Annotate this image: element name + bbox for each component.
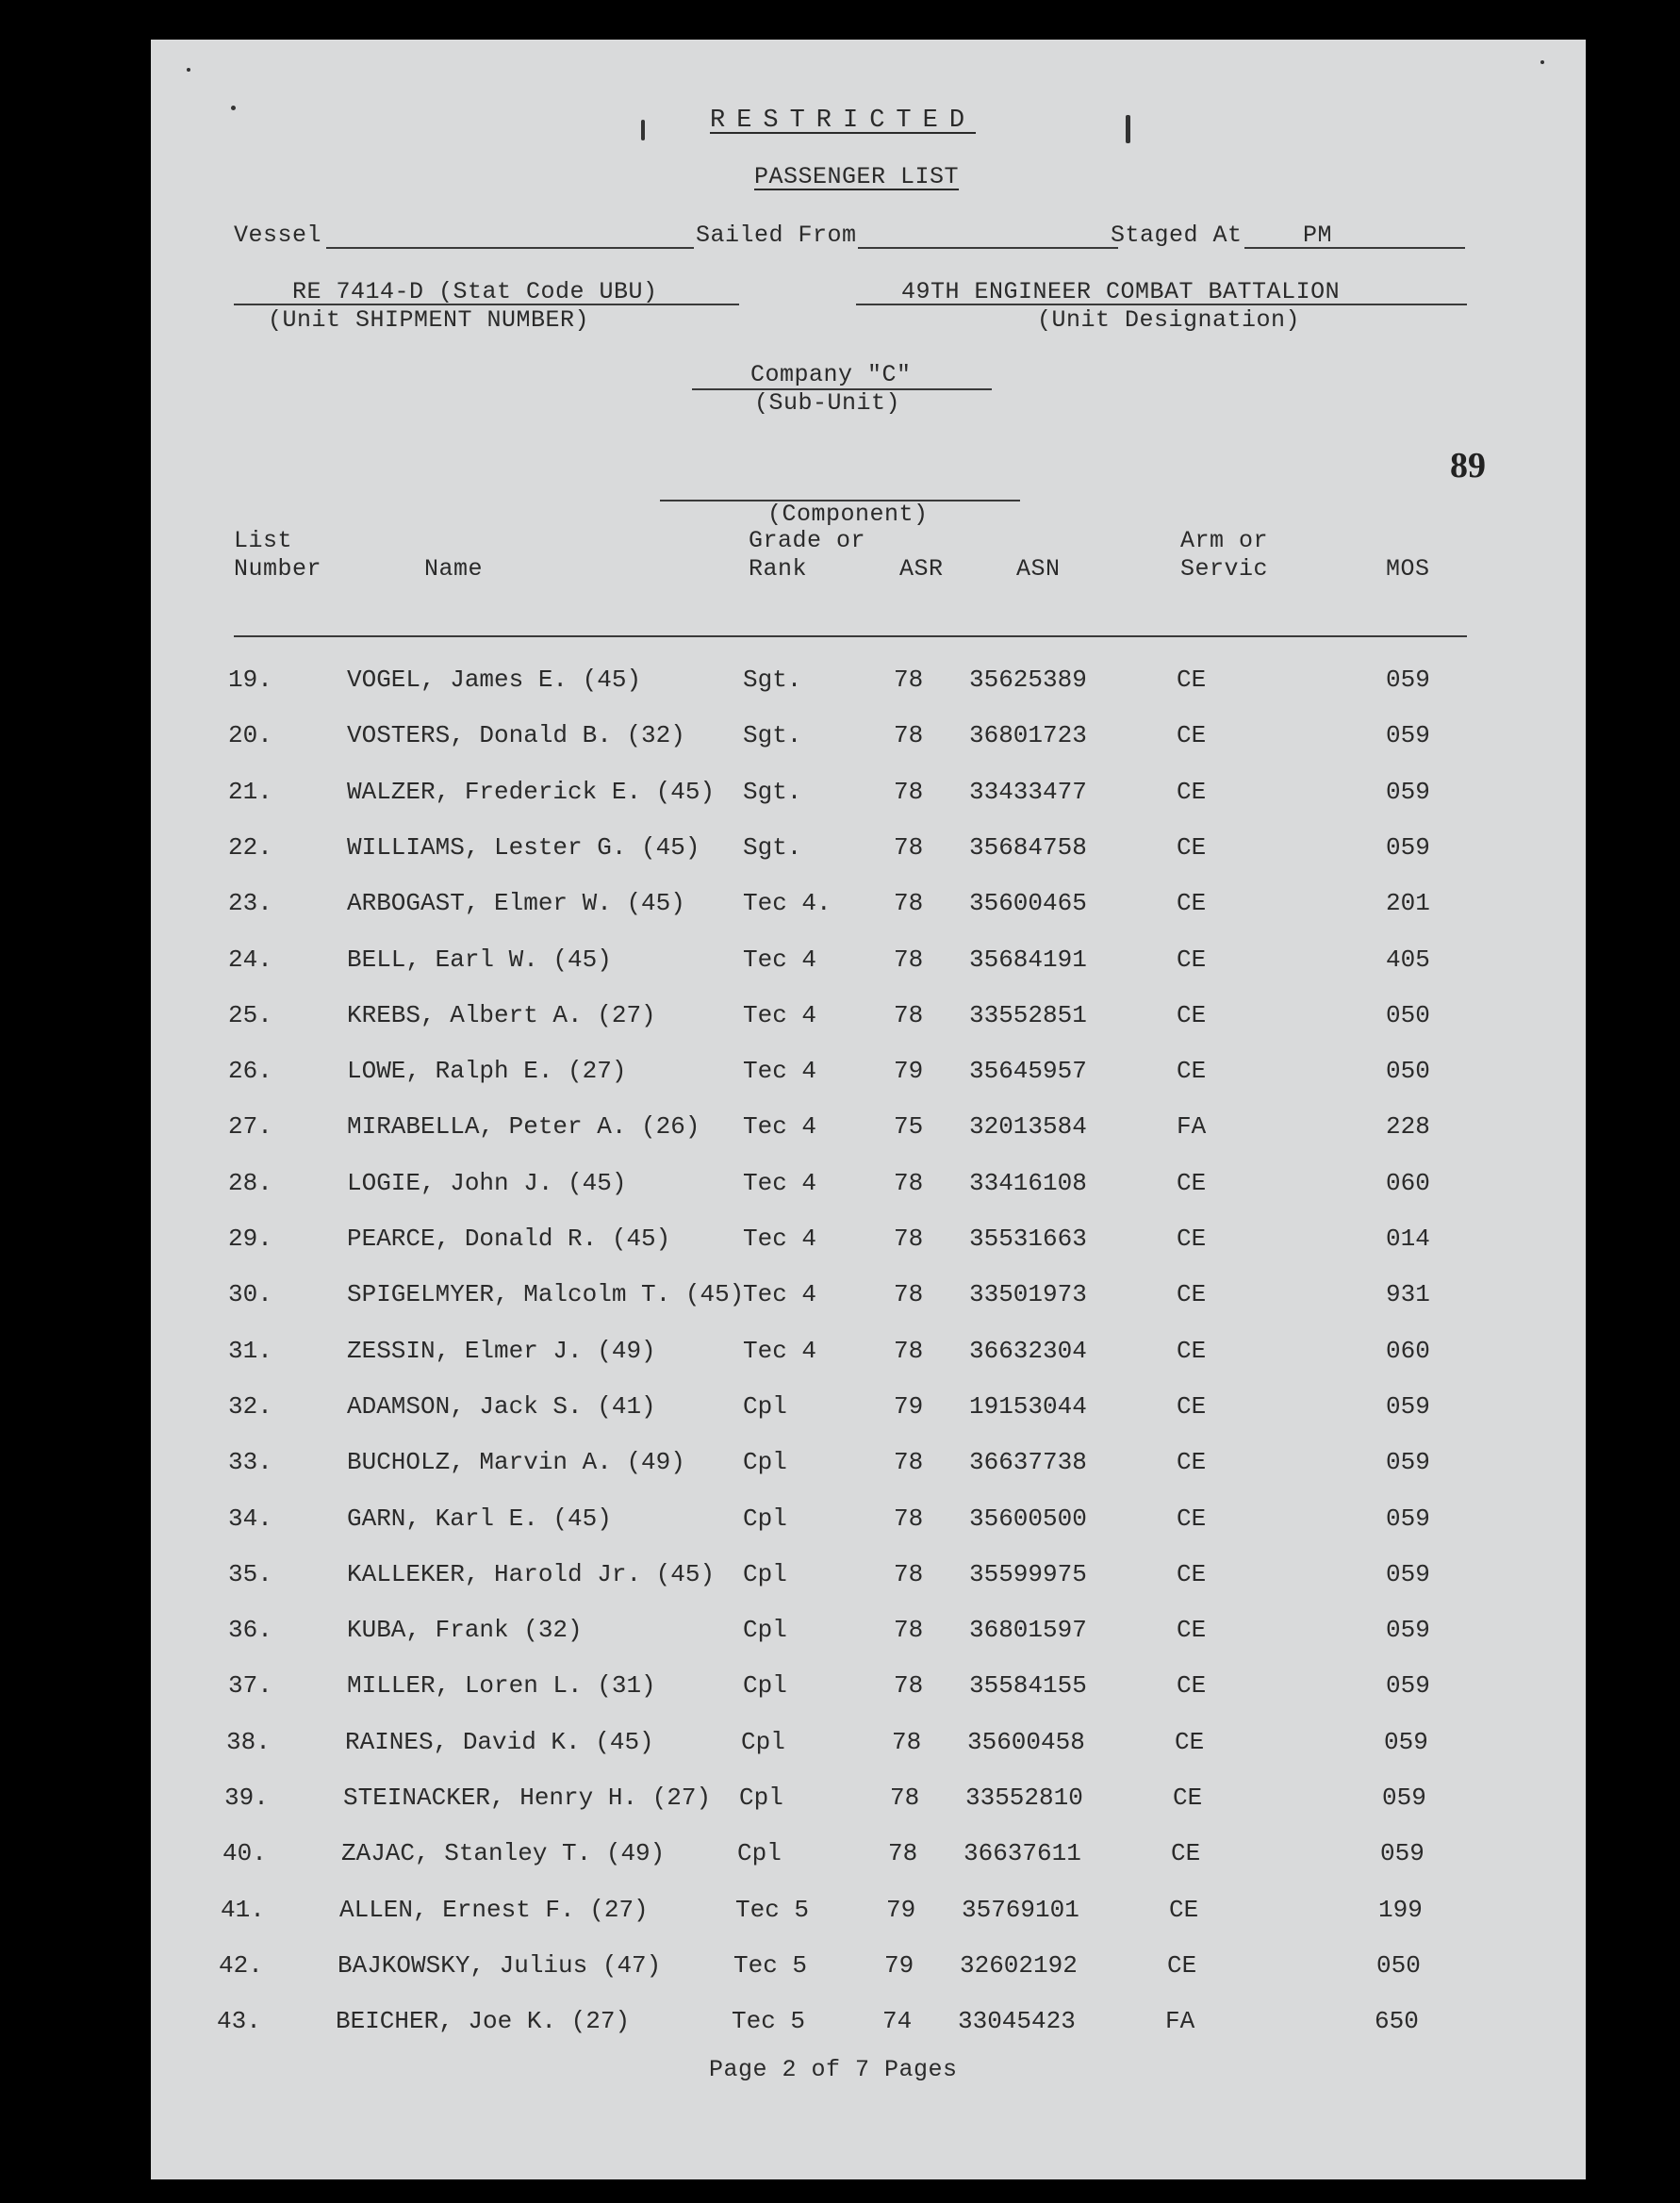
cell-mos: 014 <box>1386 1225 1430 1253</box>
sub-unit: Company "C" <box>750 361 912 388</box>
cell-num: 22. <box>228 833 272 862</box>
col-arm-line1: Arm or <box>1180 527 1269 554</box>
cell-num: 39. <box>224 1784 269 1812</box>
cell-arm: CE <box>1177 889 1207 917</box>
table-row <box>151 1110 1586 1148</box>
cell-num: 28. <box>228 1169 272 1197</box>
cell-grade: Tec 4 <box>743 1001 817 1029</box>
cell-mos: 060 <box>1386 1337 1430 1365</box>
cell-arm: CE <box>1169 1896 1199 1924</box>
col-asn: ASN <box>1016 555 1061 583</box>
cell-asn: 36637611 <box>964 1839 1081 1867</box>
cell-asn: 35531663 <box>969 1225 1087 1253</box>
cell-asr: 78 <box>894 1280 924 1308</box>
cell-arm: CE <box>1177 666 1207 694</box>
cell-asr: 78 <box>894 778 924 806</box>
cell-asn: 35625389 <box>969 666 1087 694</box>
cell-asr: 75 <box>894 1112 924 1141</box>
cell-asn: 35599975 <box>969 1560 1087 1588</box>
table-row <box>151 1390 1586 1428</box>
cell-name: KALLEKER, Harold Jr. (45) <box>347 1560 716 1588</box>
cell-asn: 35600465 <box>969 889 1087 917</box>
cell-grade: Cpl <box>741 1728 785 1756</box>
cell-asn: 33433477 <box>969 778 1087 806</box>
cell-num: 29. <box>228 1225 272 1253</box>
cell-mos: 050 <box>1386 1001 1430 1029</box>
cell-num: 33. <box>228 1448 272 1476</box>
cell-arm: CE <box>1177 833 1207 862</box>
cell-mos: 228 <box>1386 1112 1430 1141</box>
cell-asr: 74 <box>882 2007 913 2035</box>
table-row <box>151 1894 1586 1932</box>
table-row <box>151 1949 1586 1987</box>
paper-speck <box>641 120 645 140</box>
cell-asr: 79 <box>894 1057 924 1085</box>
paper-speck <box>187 68 190 72</box>
cell-num: 40. <box>222 1839 267 1867</box>
cell-mos: 059 <box>1386 1448 1430 1476</box>
table-row <box>151 1837 1586 1875</box>
vessel-line <box>326 247 694 249</box>
cell-asn: 32013584 <box>969 1112 1087 1141</box>
cell-mos: 059 <box>1386 1504 1430 1533</box>
cell-grade: Sgt. <box>743 721 802 749</box>
list-title: PASSENGER LIST <box>754 163 960 190</box>
cell-mos: 931 <box>1386 1280 1430 1308</box>
cell-asn: 35600458 <box>967 1728 1085 1756</box>
cell-name: ALLEN, Ernest F. (27) <box>339 1896 649 1924</box>
table-row <box>151 1335 1586 1373</box>
cell-mos: 059 <box>1384 1728 1428 1756</box>
cell-arm: FA <box>1177 1112 1207 1141</box>
cell-num: 24. <box>228 945 272 974</box>
cell-name: KUBA, Frank (32) <box>347 1616 583 1644</box>
cell-name: ARBOGAST, Elmer W. (45) <box>347 889 685 917</box>
cell-grade: Sgt. <box>743 666 802 694</box>
cell-num: 37. <box>228 1671 272 1700</box>
cell-name: ZAJAC, Stanley T. (49) <box>341 1839 666 1867</box>
shipment-number-caption: (Unit SHIPMENT NUMBER) <box>268 306 590 334</box>
cell-asr: 78 <box>894 833 924 862</box>
table-row <box>151 1558 1586 1596</box>
col-mos: MOS <box>1386 555 1430 583</box>
cell-num: 42. <box>219 1951 263 1980</box>
cell-mos: 060 <box>1386 1169 1430 1197</box>
cell-grade: Cpl <box>737 1839 782 1867</box>
cell-arm: CE <box>1171 1839 1201 1867</box>
cell-asn: 35684758 <box>969 833 1087 862</box>
cell-asr: 78 <box>894 1616 924 1644</box>
cell-arm: FA <box>1165 2007 1195 2035</box>
table-row <box>151 1167 1586 1205</box>
col-asr: ASR <box>899 555 944 583</box>
staged-at-line <box>1244 247 1465 249</box>
cell-arm: CE <box>1177 1057 1207 1085</box>
cell-num: 26. <box>228 1057 272 1085</box>
cell-asn: 33501973 <box>969 1280 1087 1308</box>
cell-asr: 78 <box>894 721 924 749</box>
table-row <box>151 664 1586 701</box>
table-row <box>151 999 1586 1037</box>
cell-mos: 405 <box>1386 945 1430 974</box>
cell-mos: 059 <box>1386 1616 1430 1644</box>
col-arm-line2: Servic <box>1180 555 1269 583</box>
cell-mos: 059 <box>1386 721 1430 749</box>
cell-num: 32. <box>228 1392 272 1421</box>
cell-name: BEICHER, Joe K. (27) <box>336 2007 631 2035</box>
cell-asn: 33552851 <box>969 1001 1087 1029</box>
cell-grade: Tec 5 <box>735 1896 810 1924</box>
cell-name: MILLER, Loren L. (31) <box>347 1671 656 1700</box>
cell-grade: Sgt. <box>743 778 802 806</box>
staged-at-label: Staged At <box>1111 222 1243 249</box>
cell-grade: Tec 4 <box>743 1112 817 1141</box>
table-row <box>151 719 1586 757</box>
cell-grade: Tec 4 <box>743 1337 817 1365</box>
cell-mos: 059 <box>1386 778 1430 806</box>
cell-arm: CE <box>1167 1951 1197 1980</box>
table-row <box>151 1055 1586 1093</box>
cell-name: LOGIE, John J. (45) <box>347 1169 627 1197</box>
classification-heading: RESTRICTED <box>710 107 977 135</box>
cell-asr: 78 <box>894 1169 924 1197</box>
cell-asr: 78 <box>894 1337 924 1365</box>
paper-speck <box>1540 60 1544 64</box>
cell-asn: 36632304 <box>969 1337 1087 1365</box>
cell-arm: CE <box>1177 1504 1207 1533</box>
cell-grade: Tec 4 <box>743 1057 817 1085</box>
table-row <box>151 1446 1586 1484</box>
cell-mos: 059 <box>1386 666 1430 694</box>
col-list-number-line2: Number <box>234 555 322 583</box>
table-row <box>151 944 1586 981</box>
cell-arm: CE <box>1175 1728 1205 1756</box>
table-row <box>151 776 1586 814</box>
cell-mos: 059 <box>1386 1671 1430 1700</box>
cell-mos: 650 <box>1375 2007 1419 2035</box>
cell-name: LOWE, Ralph E. (27) <box>347 1057 627 1085</box>
cell-grade: Tec 4 <box>743 1280 817 1308</box>
cell-name: SPIGELMYER, Malcolm T. (45) <box>347 1280 745 1308</box>
cell-arm: CE <box>1177 721 1207 749</box>
cell-mos: 059 <box>1386 833 1430 862</box>
cell-asr: 78 <box>894 1225 924 1253</box>
cell-grade: Tec 5 <box>732 2007 806 2035</box>
cell-grade: Sgt. <box>743 833 802 862</box>
cell-arm: CE <box>1177 1392 1207 1421</box>
cell-asr: 78 <box>894 1560 924 1588</box>
cell-arm: CE <box>1177 1225 1207 1253</box>
cell-name: GARN, Karl E. (45) <box>347 1504 612 1533</box>
cell-name: VOGEL, James E. (45) <box>347 666 642 694</box>
table-row <box>151 2005 1586 2043</box>
cell-grade: Cpl <box>743 1392 787 1421</box>
cell-grade: Cpl <box>743 1560 787 1588</box>
cell-num: 41. <box>221 1896 265 1924</box>
sub-unit-caption: (Sub-Unit) <box>754 389 901 417</box>
cell-grade: Tec 5 <box>733 1951 808 1980</box>
cell-mos: 201 <box>1386 889 1430 917</box>
shipment-number: RE 7414-D (Stat Code UBU) <box>292 278 658 305</box>
cell-arm: CE <box>1177 945 1207 974</box>
table-row <box>151 1782 1586 1819</box>
cell-grade: Cpl <box>743 1504 787 1533</box>
cell-mos: 059 <box>1380 1839 1425 1867</box>
cell-asn: 35645957 <box>969 1057 1087 1085</box>
cell-asr: 78 <box>890 1784 920 1812</box>
shipment-number-line <box>234 304 739 305</box>
cell-arm: CE <box>1177 1448 1207 1476</box>
cell-asr: 78 <box>892 1728 922 1756</box>
cell-arm: CE <box>1177 1001 1207 1029</box>
col-grade-line2: Rank <box>749 555 808 583</box>
cell-asn: 35684191 <box>969 945 1087 974</box>
cell-asr: 79 <box>886 1896 916 1924</box>
cell-name: ZESSIN, Elmer J. (49) <box>347 1337 656 1365</box>
cell-asr: 78 <box>894 1001 924 1029</box>
cell-arm: CE <box>1177 778 1207 806</box>
cell-num: 35. <box>228 1560 272 1588</box>
table-row <box>151 1223 1586 1260</box>
cell-name: VOSTERS, Donald B. (32) <box>347 721 685 749</box>
component-caption: (Component) <box>767 501 929 528</box>
cell-grade: Tec 4 <box>743 1169 817 1197</box>
document-page <box>151 40 1586 2179</box>
cell-arm: CE <box>1177 1280 1207 1308</box>
cell-asn: 33552810 <box>965 1784 1083 1812</box>
paper-speck <box>231 106 236 110</box>
table-row <box>151 1669 1586 1707</box>
col-name: Name <box>424 555 484 583</box>
cell-asr: 78 <box>894 666 924 694</box>
cell-num: 25. <box>228 1001 272 1029</box>
cell-name: RAINES, David K. (45) <box>345 1728 654 1756</box>
col-grade-line1: Grade or <box>749 527 866 554</box>
sailed-from-label: Sailed From <box>696 222 857 249</box>
cell-asn: 36801723 <box>969 721 1087 749</box>
cell-grade: Cpl <box>743 1671 787 1700</box>
cell-name: STEINACKER, Henry H. (27) <box>343 1784 712 1812</box>
cell-name: PEARCE, Donald R. (45) <box>347 1225 671 1253</box>
cell-asr: 78 <box>894 945 924 974</box>
cell-mos: 050 <box>1386 1057 1430 1085</box>
table-row <box>151 1278 1586 1316</box>
table-row <box>151 1614 1586 1652</box>
cell-num: 43. <box>217 2007 261 2035</box>
cell-asn: 35584155 <box>969 1671 1087 1700</box>
cell-arm: CE <box>1177 1169 1207 1197</box>
cell-name: KREBS, Albert A. (27) <box>347 1001 656 1029</box>
cell-arm: CE <box>1177 1560 1207 1588</box>
cell-num: 21. <box>228 778 272 806</box>
cell-grade: Cpl <box>739 1784 783 1812</box>
cell-asr: 78 <box>894 1671 924 1700</box>
cell-name: BAJKOWSKY, Julius (47) <box>338 1951 662 1980</box>
cell-mos: 199 <box>1378 1896 1423 1924</box>
staged-at-value: PM <box>1303 222 1333 249</box>
cell-num: 27. <box>228 1112 272 1141</box>
cell-asr: 79 <box>884 1951 914 1980</box>
cell-num: 34. <box>228 1504 272 1533</box>
unit-designation-caption: (Unit Designation) <box>1037 306 1301 334</box>
page-number-stamp: 89 <box>1450 446 1486 485</box>
cell-asr: 78 <box>894 1504 924 1533</box>
cell-grade: Cpl <box>743 1616 787 1644</box>
cell-num: 23. <box>228 889 272 917</box>
cell-asn: 32602192 <box>960 1951 1078 1980</box>
table-row <box>151 831 1586 869</box>
sailed-from-line <box>858 247 1118 249</box>
header-rule <box>234 635 1467 637</box>
table-row <box>151 1726 1586 1764</box>
cell-name: WALZER, Frederick E. (45) <box>347 778 716 806</box>
cell-asr: 78 <box>894 1448 924 1476</box>
cell-num: 36. <box>228 1616 272 1644</box>
cell-name: ADAMSON, Jack S. (41) <box>347 1392 656 1421</box>
unit-designation: 49TH ENGINEER COMBAT BATTALION <box>901 278 1341 305</box>
cell-mos: 059 <box>1386 1560 1430 1588</box>
cell-arm: CE <box>1177 1337 1207 1365</box>
cell-asr: 78 <box>894 889 924 917</box>
cell-arm: CE <box>1177 1671 1207 1700</box>
cell-grade: Tec 4 <box>743 1225 817 1253</box>
cell-grade: Cpl <box>743 1448 787 1476</box>
cell-num: 31. <box>228 1337 272 1365</box>
table-row <box>151 1503 1586 1540</box>
col-list-number-line1: List <box>234 527 293 554</box>
cell-asn: 19153044 <box>969 1392 1087 1421</box>
cell-asr: 79 <box>894 1392 924 1421</box>
cell-asn: 35600500 <box>969 1504 1087 1533</box>
cell-mos: 050 <box>1376 1951 1421 1980</box>
cell-num: 20. <box>228 721 272 749</box>
page-of-footer: Page 2 of 7 Pages <box>709 2056 958 2083</box>
table-row <box>151 887 1586 925</box>
cell-num: 19. <box>228 666 272 694</box>
cell-asn: 33045423 <box>958 2007 1076 2035</box>
cell-grade: Tec 4 <box>743 945 817 974</box>
cell-grade: Tec 4. <box>743 889 832 917</box>
cell-num: 30. <box>228 1280 272 1308</box>
cell-name: BUCHOLZ, Marvin A. (49) <box>347 1448 685 1476</box>
cell-name: BELL, Earl W. (45) <box>347 945 612 974</box>
cell-asn: 36637738 <box>969 1448 1087 1476</box>
cell-num: 38. <box>226 1728 271 1756</box>
cell-asn: 33416108 <box>969 1169 1087 1197</box>
vessel-label: Vessel <box>234 222 322 249</box>
cell-name: WILLIAMS, Lester G. (45) <box>347 833 700 862</box>
cell-arm: CE <box>1177 1616 1207 1644</box>
cell-mos: 059 <box>1382 1784 1426 1812</box>
cell-asn: 35769101 <box>962 1896 1079 1924</box>
paper-speck <box>1126 115 1130 143</box>
cell-asr: 78 <box>888 1839 918 1867</box>
cell-name: MIRABELLA, Peter A. (26) <box>347 1112 700 1141</box>
cell-mos: 059 <box>1386 1392 1430 1421</box>
cell-arm: CE <box>1173 1784 1203 1812</box>
unit-designation-line <box>856 304 1467 305</box>
cell-asn: 36801597 <box>969 1616 1087 1644</box>
